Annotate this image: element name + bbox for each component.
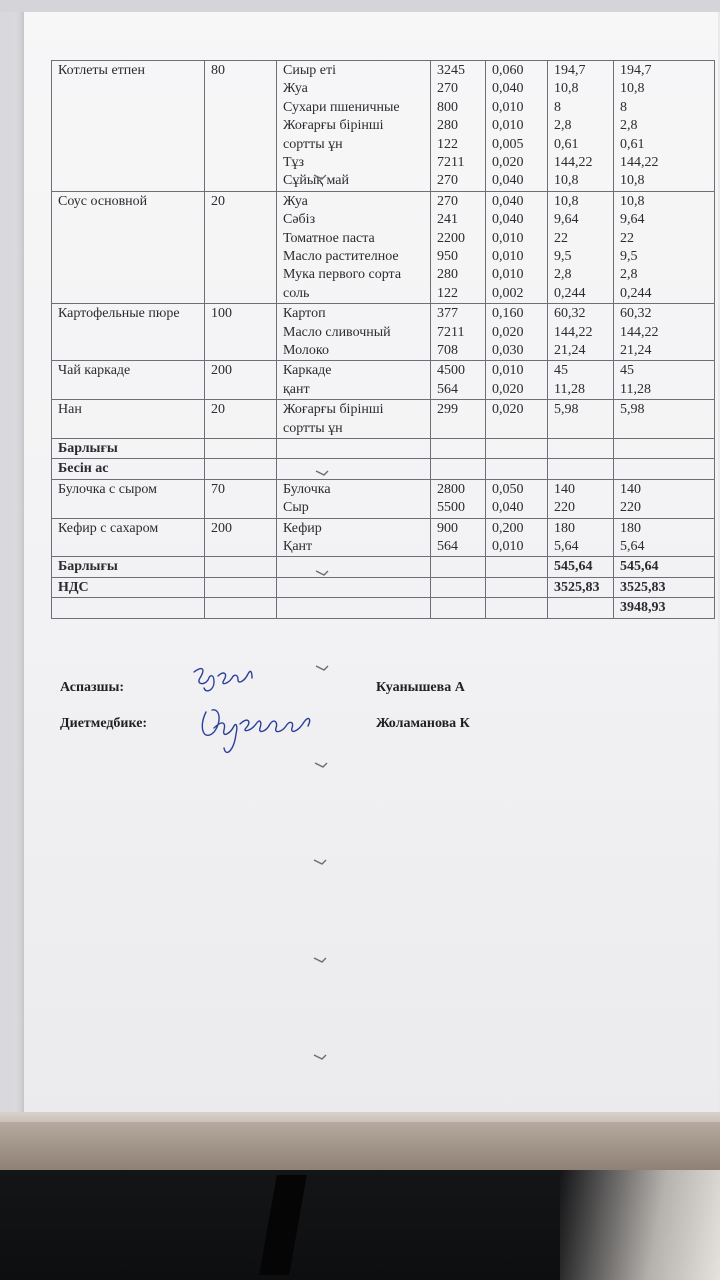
summary-label-text: Барлығы xyxy=(58,440,118,456)
ingredient-sum1: 5,98 xyxy=(554,402,579,418)
summary-sum1 xyxy=(548,459,614,479)
ingredient-code-cell xyxy=(431,361,486,400)
ingredient-name: қант xyxy=(283,381,310,397)
summary-label xyxy=(52,557,205,577)
ingredient-code: 7211 xyxy=(437,324,465,340)
ingredient-sum2: 9,64 xyxy=(620,212,645,228)
summary-sum2 xyxy=(614,598,715,618)
ingredient-name: Сыр xyxy=(283,500,309,516)
summary-label-text: Бесін ас xyxy=(58,461,109,477)
dish-name: Котлеты етпен xyxy=(58,63,145,78)
dish-name: Соус основной xyxy=(58,193,148,209)
ingredient-sum1: 45 xyxy=(554,363,568,379)
ingredient-name-cell xyxy=(277,400,431,439)
ingredient-qty-cell xyxy=(486,61,548,192)
pen-mark-icon xyxy=(315,563,329,569)
ingredient-code: 564 xyxy=(437,381,458,397)
portion-value: 200 xyxy=(211,363,232,379)
dietitian-signature-icon xyxy=(196,698,336,762)
ingredient-code: 5500 xyxy=(437,500,465,516)
code-cell xyxy=(431,557,486,577)
ingredient-code-cell xyxy=(431,518,486,557)
ingredient-name: Булочка xyxy=(283,481,331,497)
ingredient-sum1: 10,8 xyxy=(554,81,579,97)
dish-row xyxy=(52,479,715,518)
ingredient-sum1: 21,24 xyxy=(554,342,586,358)
portion-value: 20 xyxy=(211,193,225,209)
ingredient-sum1 xyxy=(554,420,609,438)
ingredient-name: Масло растителное xyxy=(283,248,399,264)
summary-row xyxy=(52,459,715,479)
summary-row xyxy=(52,438,715,458)
ingredient-sum1: 2,8 xyxy=(554,118,572,134)
ingredient-qty: 0,010 xyxy=(492,230,524,246)
ingredient-name: сортты ұн xyxy=(283,420,343,436)
ingredient-cell xyxy=(277,577,431,597)
ingredient-sum1-cell xyxy=(548,479,614,518)
ingredient-cell xyxy=(277,438,431,458)
ingredient-code: 4500 xyxy=(437,363,465,379)
summary-sum2 xyxy=(614,438,715,458)
ingredient-sum2: 0,61 xyxy=(620,136,645,152)
qty-cell xyxy=(486,438,548,458)
portion-cell xyxy=(205,400,277,439)
ingredient-name-cell xyxy=(277,518,431,557)
ingredient-name-cell xyxy=(277,361,431,400)
portion-cell xyxy=(205,557,277,577)
summary-sum2-text: 3948,93 xyxy=(620,600,666,616)
code-cell xyxy=(431,438,486,458)
ingredient-qty: 0,040 xyxy=(492,81,524,97)
ingredient-qty: 0,020 xyxy=(492,324,524,340)
portion-cell xyxy=(205,598,277,618)
ingredient-qty: 0,040 xyxy=(492,212,524,228)
summary-sum2 xyxy=(614,577,715,597)
ingredient-name-cell xyxy=(277,304,431,361)
ingredient-name: Тұз xyxy=(283,154,305,170)
ingredient-qty: 0,020 xyxy=(492,381,524,397)
qty-cell xyxy=(486,459,548,479)
ingredient-qty: 0,050 xyxy=(492,481,524,497)
ingredient-sum2: 22 xyxy=(620,230,634,246)
ingredient-sum1: 8 xyxy=(554,99,561,115)
ingredient-sum1: 0,61 xyxy=(554,136,579,152)
ingredient-sum2: 0,244 xyxy=(620,285,652,301)
summary-sum1 xyxy=(548,577,614,597)
summary-label-text: Барлығы xyxy=(58,559,118,575)
ingredient-code xyxy=(437,420,481,438)
ingredient-qty: 0,010 xyxy=(492,363,524,379)
ingredient-code: 2200 xyxy=(437,230,465,246)
ingredient-sum1-cell xyxy=(548,304,614,361)
summary-sum1-text xyxy=(554,599,609,617)
ingredient-sum2: 9,5 xyxy=(620,248,638,264)
ingredient-sum2: 144,22 xyxy=(620,324,659,340)
summary-sum2 xyxy=(614,557,715,577)
dish-row xyxy=(52,304,715,361)
ingredient-qty: 0,160 xyxy=(492,306,524,322)
ingredient-name: Сиыр еті xyxy=(283,63,336,78)
ingredient-name: Масло сливочный xyxy=(283,324,391,340)
portion-value: 80 xyxy=(211,63,225,78)
dish-row xyxy=(52,361,715,400)
ingredient-sum2-cell xyxy=(614,400,715,439)
ingredient-name: Мука первого сорта xyxy=(283,267,402,283)
ingredient-qty: 0,010 xyxy=(492,118,524,134)
ingredient-qty: 0,040 xyxy=(492,193,524,209)
ingredient-name-cell xyxy=(277,191,431,303)
summary-row xyxy=(52,598,715,618)
ingredient-qty: 0,005 xyxy=(492,136,524,152)
ingredient-name: сортты ұн xyxy=(283,136,343,152)
portion-value: 70 xyxy=(211,481,225,497)
dish-name-cell xyxy=(52,400,205,439)
ingredient-sum1: 220 xyxy=(554,500,575,516)
ingredient-code: 2800 xyxy=(437,481,465,497)
ingredient-sum1: 0,244 xyxy=(554,285,586,301)
ingredient-name: Каркаде xyxy=(283,363,332,379)
dish-name-cell xyxy=(52,304,205,361)
ingredient-sum2: 21,24 xyxy=(620,342,652,358)
summary-label xyxy=(52,577,205,597)
ingredient-code: 299 xyxy=(437,402,458,418)
ingredient-cell xyxy=(277,598,431,618)
ingredient-code: 270 xyxy=(437,173,458,189)
ingredient-code-cell xyxy=(431,191,486,303)
ingredient-code: 270 xyxy=(437,81,458,97)
ingredient-sum1: 9,5 xyxy=(554,248,572,264)
ingredient-code: 800 xyxy=(437,99,458,115)
ingredient-qty-cell xyxy=(486,304,548,361)
dish-name-cell xyxy=(52,191,205,303)
summary-label xyxy=(52,459,205,479)
ingredient-qty: 0,010 xyxy=(492,538,524,554)
ingredient-sum1-cell xyxy=(548,191,614,303)
ingredient-qty: 0,030 xyxy=(492,342,524,358)
ingredient-qty-cell xyxy=(486,479,548,518)
cook-signature-icon xyxy=(188,660,268,702)
upper-edge xyxy=(0,0,720,12)
portion-cell xyxy=(205,479,277,518)
ingredient-sum2-cell xyxy=(614,479,715,518)
ingredient-sum2-cell xyxy=(614,304,715,361)
ingredient-qty: 0,010 xyxy=(492,248,524,264)
ingredient-qty: 0,200 xyxy=(492,520,524,536)
portion-cell xyxy=(205,577,277,597)
ingredient-sum1: 11,28 xyxy=(554,381,585,397)
ingredient-sum1-cell xyxy=(548,361,614,400)
ingredient-code: 3245 xyxy=(437,63,465,78)
ingredient-name: Молоко xyxy=(283,342,329,358)
ingredient-qty: 0,040 xyxy=(492,500,524,516)
ingredient-sum2: 2,8 xyxy=(620,267,638,283)
portion-cell xyxy=(205,459,277,479)
summary-sum1-text: 3525,83 xyxy=(554,579,600,595)
ingredient-sum1: 144,22 xyxy=(554,324,593,340)
ingredient-sum2: 144,22 xyxy=(620,154,659,170)
portion-value: 20 xyxy=(211,402,225,418)
qty-cell xyxy=(486,557,548,577)
ingredient-code: 280 xyxy=(437,118,458,134)
code-cell xyxy=(431,577,486,597)
dish-name-cell xyxy=(52,518,205,557)
ingredient-cell xyxy=(277,557,431,577)
summary-label-text: НДС xyxy=(58,579,89,595)
ingredient-sum2: 5,64 xyxy=(620,538,645,554)
ingredient-name: соль xyxy=(283,285,310,301)
summary-sum1-text xyxy=(554,460,609,478)
ingredient-sum2-cell xyxy=(614,61,715,192)
ingredient-sum2: 10,8 xyxy=(620,193,645,209)
code-cell xyxy=(431,598,486,618)
ingredient-sum2: 8 xyxy=(620,99,627,115)
ingredient-name: Жуа xyxy=(283,193,308,209)
ingredient-qty: 0,010 xyxy=(492,267,524,283)
pen-mark-icon xyxy=(313,950,327,956)
pen-mark-icon xyxy=(313,852,327,858)
cook-label: Аспазшы: xyxy=(60,680,125,695)
ingredient-name: Қант xyxy=(283,538,313,554)
summary-sum1-text xyxy=(554,440,609,458)
summary-row xyxy=(52,577,715,597)
dish-row xyxy=(52,191,715,303)
ingredient-qty: 0,002 xyxy=(492,285,524,301)
ingredient-code-cell xyxy=(431,479,486,518)
ingredient-sum2-cell xyxy=(614,518,715,557)
ingredient-qty: 0,020 xyxy=(492,154,524,170)
ingredient-sum2: 10,8 xyxy=(620,173,645,189)
ingredient-qty: 0,060 xyxy=(492,63,524,78)
ingredient-sum1: 60,32 xyxy=(554,306,586,322)
ingredient-name: Картоп xyxy=(283,306,326,322)
qty-cell xyxy=(486,577,548,597)
ingredient-sum1: 140 xyxy=(554,481,575,497)
ingredient-code: 377 xyxy=(437,306,458,322)
ingredient-name: Сухари пшеничные xyxy=(283,99,400,115)
menu-table-body xyxy=(52,61,715,619)
ingredient-qty xyxy=(492,420,543,438)
ingredient-sum1: 10,8 xyxy=(554,193,579,209)
ingredient-sum2 xyxy=(620,420,710,438)
ingredient-name-cell xyxy=(277,479,431,518)
summary-sum1 xyxy=(548,557,614,577)
ingredient-cell xyxy=(277,459,431,479)
summary-sum2 xyxy=(614,459,715,479)
ingredient-name: Томатное паста xyxy=(283,230,375,246)
ingredient-name-cell xyxy=(277,61,431,192)
ingredient-sum1: 5,64 xyxy=(554,538,579,554)
floor-light-patch xyxy=(560,1170,720,1280)
ingredient-name: Сұйық май xyxy=(283,173,350,189)
ingredient-sum2: 194,7 xyxy=(620,63,652,78)
ingredient-qty: 0,040 xyxy=(492,173,524,189)
ingredient-qty-cell xyxy=(486,361,548,400)
ingredient-code: 900 xyxy=(437,520,458,536)
summary-label xyxy=(52,438,205,458)
portion-value: 100 xyxy=(211,306,232,322)
ingredient-sum1: 22 xyxy=(554,230,568,246)
pen-mark-icon xyxy=(315,658,329,664)
ingredient-code-cell xyxy=(431,61,486,192)
summary-sum1 xyxy=(548,438,614,458)
dish-row xyxy=(52,518,715,557)
summary-sum2-text xyxy=(620,460,710,478)
summary-label xyxy=(52,598,205,618)
ingredient-qty: 0,010 xyxy=(492,99,524,115)
dish-name-cell xyxy=(52,361,205,400)
dish-row xyxy=(52,400,715,439)
portion-cell xyxy=(205,361,277,400)
summary-sum2-text xyxy=(620,440,710,458)
ingredient-sum1: 180 xyxy=(554,520,575,536)
pen-mark-icon xyxy=(313,167,327,173)
ingredient-code: 280 xyxy=(437,267,458,283)
ingredient-sum2: 2,8 xyxy=(620,118,638,134)
ingredient-code: 564 xyxy=(437,538,458,554)
summary-sum2-text: 545,64 xyxy=(620,559,659,575)
ingredient-sum1-cell xyxy=(548,61,614,192)
summary-row xyxy=(52,557,715,577)
ingredient-name: Жоғарғы бірінші xyxy=(283,402,384,418)
ingredient-sum2: 140 xyxy=(620,481,641,497)
ingredient-sum1-cell xyxy=(548,400,614,439)
ingredient-sum2: 11,28 xyxy=(620,381,651,397)
ingredient-sum1: 9,64 xyxy=(554,212,579,228)
ingredient-sum2: 10,8 xyxy=(620,81,645,97)
ingredient-qty-cell xyxy=(486,518,548,557)
portion-cell xyxy=(205,518,277,557)
ingredient-name: Жоғарғы бірінші xyxy=(283,118,384,134)
ingredient-name: Кефир xyxy=(283,520,322,536)
portion-value: 200 xyxy=(211,520,232,536)
ingredient-code: 122 xyxy=(437,285,458,301)
ingredient-qty: 0,020 xyxy=(492,402,524,418)
ingredient-sum2: 180 xyxy=(620,520,641,536)
dish-name: Нан xyxy=(58,402,82,418)
ingredient-code-cell xyxy=(431,400,486,439)
ingredient-code: 270 xyxy=(437,193,458,209)
ingredient-sum1: 194,7 xyxy=(554,63,586,78)
qty-cell xyxy=(486,598,548,618)
portion-cell xyxy=(205,191,277,303)
ingredient-name: Жуа xyxy=(283,81,308,97)
dish-name: Булочка с сыром xyxy=(58,481,157,497)
summary-sum1-text: 545,64 xyxy=(554,559,593,575)
summary-sum2-text: 3525,83 xyxy=(620,579,666,595)
dietitian-label: Диетмедбике: xyxy=(60,716,148,731)
wooden-shelf xyxy=(0,1122,720,1170)
ingredient-sum2: 45 xyxy=(620,363,634,379)
ingredient-qty-cell xyxy=(486,191,548,303)
ingredient-name: Сәбіз xyxy=(283,212,316,228)
ingredient-qty-cell xyxy=(486,400,548,439)
dish-name: Чай каркаде xyxy=(58,363,131,379)
ingredient-sum2: 220 xyxy=(620,500,641,516)
pen-mark-icon xyxy=(313,1047,327,1053)
ingredient-sum1: 10,8 xyxy=(554,173,579,189)
menu-cost-table xyxy=(51,60,715,619)
dietitian-name: Жоламанова К xyxy=(376,716,470,731)
ingredient-code: 241 xyxy=(437,212,458,228)
dish-row xyxy=(52,61,715,192)
cook-name: Куанышева А xyxy=(376,680,465,695)
portion-cell xyxy=(205,61,277,192)
ingredient-sum1: 2,8 xyxy=(554,267,572,283)
summary-sum1 xyxy=(548,598,614,618)
pen-mark-icon xyxy=(315,463,329,469)
summary-label-text xyxy=(58,599,200,617)
ingredient-sum1: 144,22 xyxy=(554,154,593,170)
code-cell xyxy=(431,459,486,479)
ingredient-sum2-cell xyxy=(614,361,715,400)
ingredient-code-cell xyxy=(431,304,486,361)
dish-name: Кефир с сахаром xyxy=(58,520,159,536)
ingredient-code: 7211 xyxy=(437,154,465,170)
ingredient-sum1-cell xyxy=(548,518,614,557)
ingredient-sum2: 5,98 xyxy=(620,402,645,418)
portion-cell xyxy=(205,438,277,458)
dish-name: Картофельные пюре xyxy=(58,306,180,322)
ingredient-sum2-cell xyxy=(614,191,715,303)
ingredient-code: 122 xyxy=(437,136,458,152)
ingredient-code: 950 xyxy=(437,248,458,264)
ingredient-code: 708 xyxy=(437,342,458,358)
portion-cell xyxy=(205,304,277,361)
dish-name-cell xyxy=(52,479,205,518)
ingredient-sum2: 60,32 xyxy=(620,306,652,322)
dish-name-cell xyxy=(52,61,205,192)
